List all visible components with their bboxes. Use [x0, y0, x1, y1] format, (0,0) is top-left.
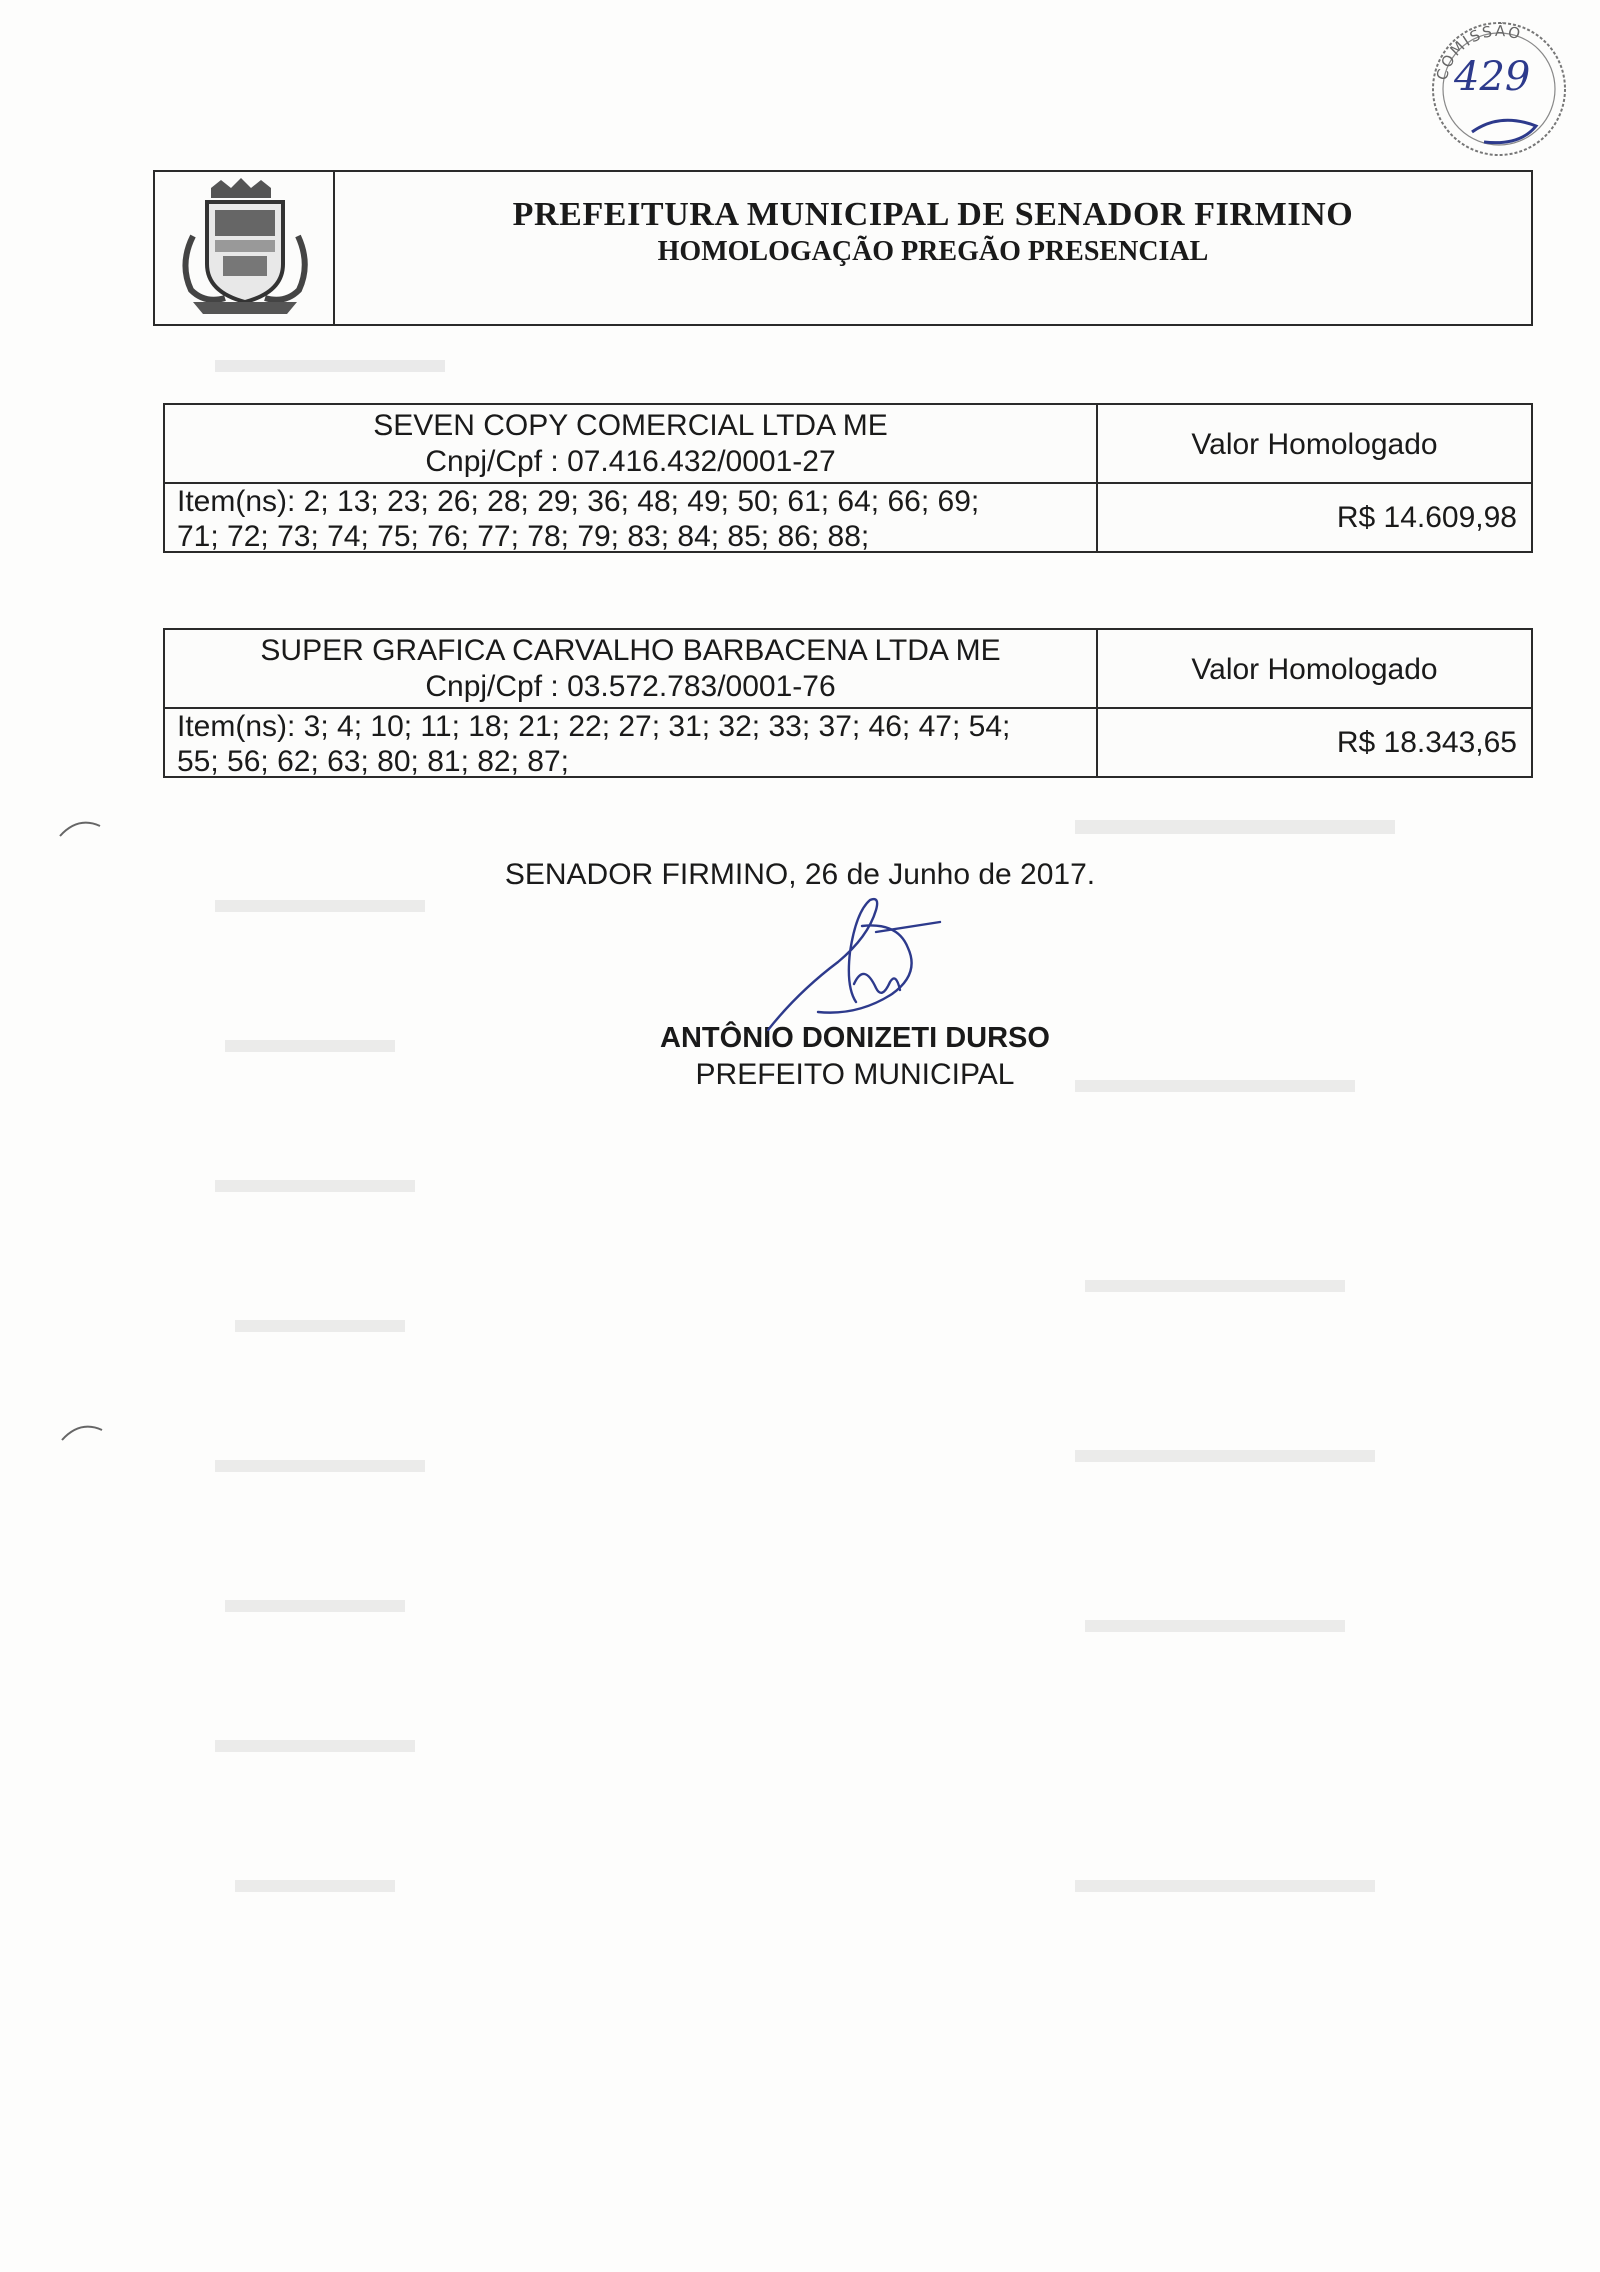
vendor-items-line: Item(ns): 3; 4; 10; 11; 18; 21; 22; 27; 31; 32; 33; 37; 46; 47; 54; [177, 710, 1011, 743]
vendor-items-line: 55; 56; 62; 63; 80; 81; 82; 87; [177, 745, 569, 778]
value-label: Valor Homologado [1098, 630, 1531, 709]
logo-cell [155, 172, 335, 324]
vendor-name-cell [165, 630, 1098, 709]
vendor-box [163, 403, 1533, 553]
vendor-name: SUPER GRAFICA CARVALHO BARBACENA LTDA ME [260, 634, 1001, 667]
value-label: Valor Homologado [1098, 405, 1531, 484]
vendor-box [163, 628, 1533, 778]
vendor-name: SEVEN COPY COMERCIAL LTDA ME [373, 409, 888, 442]
vendor-value-amount: R$ 18.343,65 [1336, 725, 1517, 759]
handwritten-signature [758, 892, 948, 1042]
vendor-value-amount: R$ 14.609,98 [1336, 500, 1517, 534]
vendor-items-line: Item(ns): 2; 13; 23; 26; 28; 29; 36; 48; 49; 50; 61; 64; 66; 69; [177, 485, 980, 518]
organization-title: PREFEITURA MUNICIPAL DE SENADOR FIRMINO [512, 196, 1354, 233]
punch-hole-mark [58, 1416, 108, 1451]
signer-name: ANTÔNIO DONIZETI DURSO [660, 1022, 1050, 1054]
vendor-value [1098, 709, 1531, 776]
header-title-cell [335, 172, 1531, 324]
commission-stamp-icon [1424, 14, 1574, 164]
vendor-cnpj: Cnpj/Cpf : 07.416.432/0001-27 [425, 445, 836, 478]
stamp-number: 429 [1454, 54, 1531, 100]
signer-role: PREFEITO MUNICIPAL [695, 1058, 1015, 1091]
municipal-coat-of-arms-icon [173, 178, 318, 318]
date-line: SENADOR FIRMINO, 26 de Junho de 2017. [504, 858, 1096, 891]
vendor-value [1098, 484, 1531, 551]
vendor-items-cell [165, 709, 1098, 776]
document-subtitle: HOMOLOGAÇÃO PREGÃO PRESENCIAL [657, 236, 1209, 267]
vendor-items-cell [165, 484, 1098, 551]
document-header [153, 170, 1533, 326]
vendor-items-line: 71; 72; 73; 74; 75; 76; 77; 78; 79; 83; 84; 85; 86; 88; [177, 520, 870, 553]
vendor-cnpj: Cnpj/Cpf : 03.572.783/0001-76 [425, 670, 836, 703]
punch-hole-mark [56, 812, 106, 847]
vendor-name-cell [165, 405, 1098, 484]
stamp-text: COMISSÃO [1432, 21, 1525, 83]
